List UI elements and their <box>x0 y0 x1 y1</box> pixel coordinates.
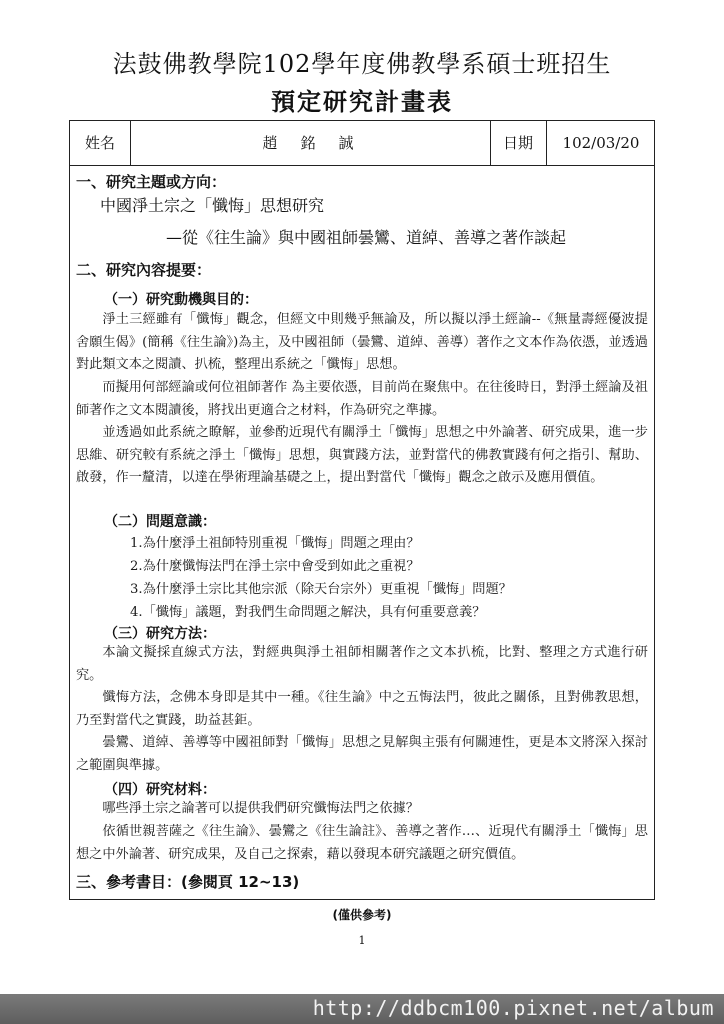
issue-item: 4.「懺悔」議題，對我們生命問題之解決，具有何重要意義？ <box>130 605 486 620</box>
document-subtitle: 預定研究計畫表 <box>271 88 453 116</box>
issues-heading: （二）問題意識： <box>104 514 216 530</box>
methods-paragraph-1: 本論文擬採直線式方法，對經典與淨土祖師相關著作之文本扒梳，比對、整理之方式進行研究。 <box>76 645 648 683</box>
methods-paragraph-2: 懺悔方法，念佛本身即是其中一種。《往生論》中之五悔法門，彼此之關係，且對佛教思想，乃至對當代之實踐，助益甚鉅。 <box>76 690 648 728</box>
materials-paragraph-2: 依循世親菩薩之《往生論》、曇鸞之《往生論註》、善導之著作…、近現代有關淨土「懺悔」思想之中外論著、研究成果，及自己之探索，藉以發現本研究議題之研究價值。 <box>76 824 648 862</box>
date-value: 102/03/20 <box>562 134 640 152</box>
document-title: 法鼓佛教學院102學年度佛教學系碩士班招生 <box>112 50 612 78</box>
watermark-url: http://ddbcm100.pixnet.net/album <box>312 996 714 1020</box>
materials-paragraph-1: 哪些淨土宗之論著可以提供我們研究懺悔法門之依據？ <box>102 801 419 816</box>
research-topic-main: 中國淨土宗之「懺悔」思想研究 <box>100 196 325 215</box>
issue-item: 1.為什麼淨土祖師特別重視「懺悔」問題之理由？ <box>130 536 420 551</box>
section-references-heading: 三、參考書目：(參閱頁 12~13) <box>76 873 300 891</box>
section-research-topic-heading: 一、研究主題或方向： <box>76 173 227 191</box>
date-label: 日期 <box>502 134 533 152</box>
section-content-summary-heading: 二、研究內容提要： <box>76 261 212 279</box>
research-plan-form <box>69 120 655 900</box>
methods-heading: （三）研究方法： <box>104 626 216 642</box>
issue-item: 2.為什麼懺悔法門在淨土宗中會受到如此之重視？ <box>130 559 420 574</box>
name-value: 趙 銘 誠 <box>262 134 358 152</box>
materials-heading: （四）研究材料： <box>104 782 216 798</box>
name-label: 姓名 <box>84 134 115 152</box>
watermark-banner <box>0 994 724 1024</box>
motivation-paragraph-3: 並透過如此系統之瞭解，並參酌近現代有關淨土「懺悔」思想之中外論著、研究成果，進一步思維、研究較有系統之淨土「懺悔」思想，與實踐方法，並對當代的佛教實踐有何之指引、幫助、啟發，作一釐清，以達在學術理論基礎之上，提出對當代「懺悔」觀念之啟示及應用價值。 <box>76 425 648 485</box>
motivation-paragraph-1: 淨土三經雖有「懺悔」觀念，但經文中則幾乎無論及，所以擬以淨土經論--《無量壽經優波提舍願生偈》(簡稱《往生論》)為主，及中國祖師（曇鸞、道綽、善導）著作之文本作為依憑，並透過對此類文本之閱讀、扒梳，整理出系統之「懺悔」思想。 <box>76 312 648 372</box>
motivation-paragraph-2: 而擬用何部經論或何位祖師著作 為主要依憑，目前尚在聚焦中。在往後時日，對淨土經論及祖師著作之文本閱讀後，將找出更適合之材料，作為研究之準據。 <box>76 380 648 418</box>
methods-paragraph-3: 曇鸞、道綽、善導等中國祖師對「懺悔」思想之見解與主張有何關連性，更是本文將深入探討之範圍與準據。 <box>76 735 648 773</box>
research-topic-sub: —從《往生論》與中國祖師曇鸞、道綽、善導之著作談起 <box>166 228 567 247</box>
info-row <box>70 121 654 166</box>
reference-only-note: (僅供參考) <box>332 908 392 922</box>
issue-item: 3.為什麼淨土宗比其他宗派（除天台宗外）更重視「懺悔」問題？ <box>130 582 512 597</box>
page-number: 1 <box>358 934 366 947</box>
motivation-heading: （一）研究動機與目的： <box>104 292 258 308</box>
